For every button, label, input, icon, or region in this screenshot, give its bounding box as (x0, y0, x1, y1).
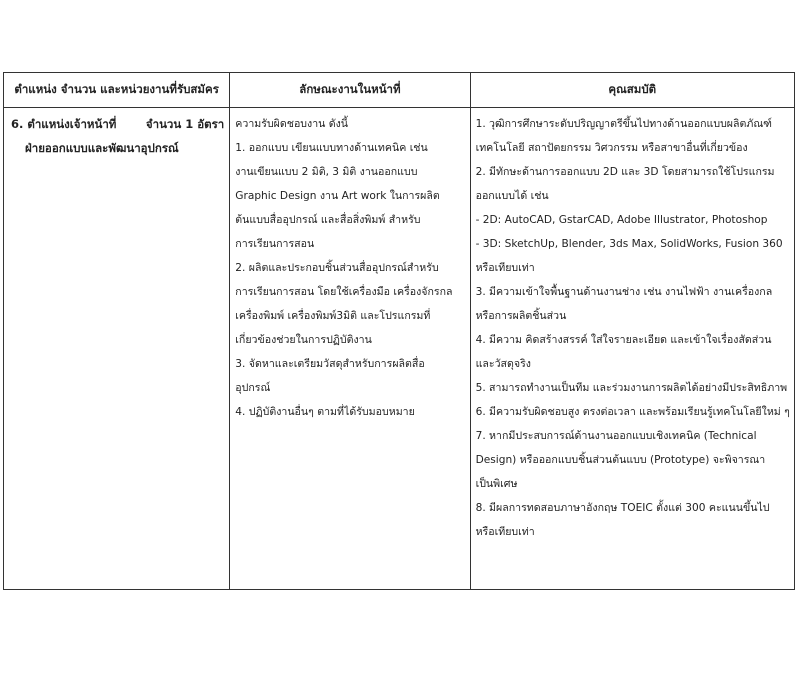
duty-line: 3. จัดหาและเตรียมวัสดุสำหรับการผลิตสื่อ (235, 358, 425, 370)
duty-line: เกี่ยวข้องช่วยในการปฏิบัติงาน (235, 334, 372, 346)
duties-cell (230, 108, 470, 590)
qualifications-list (476, 112, 789, 544)
qualification-line: 1. วุฒิการศึกษาระดับปริญญาตรีขึ้นไปทางด้านออกแบบผลิตภัณฑ์ (475, 118, 772, 130)
qualification-line: 7. หากมีประสบการณ์ด้านงานออกแบบเชิงเทคนิค (Technical (475, 430, 757, 442)
qualification-line: 6. มีความรับผิดชอบสูง ตรงต่อเวลา และพร้อมเรียนรู้เทคโนโลยีใหม่ ๆ (475, 406, 790, 418)
qualification-line: 2. มีทักษะด้านการออกแบบ 2D และ 3D โดยสามารถใช้โปรแกรม (475, 166, 775, 178)
duty-line: การเรียนการสอน โดยใช้เครื่องมือ เครื่องจักรกล (235, 286, 453, 298)
duties-list (235, 112, 464, 424)
duty-line: เครื่องพิมพ์ เครื่องพิมพ์3มิติ และโปรแกรมที่ (235, 310, 431, 322)
qualification-line: 5. สามารถทำงานเป็นทีม และร่วมงานการผลิตได้อย่างมีประสิทธิภาพ (475, 382, 788, 394)
qualification-line: 4. มีความ คิดสร้างสรรค์ ใส่ใจรายละเอียด และเข้าใจเรื่องสัดส่วน (475, 334, 772, 346)
duty-line: 4. ปฏิบัติงานอื่นๆ ตามที่ได้รับมอบหมาย (235, 406, 415, 418)
duty-line: ความรับผิดชอบงาน ดังนี้ (235, 118, 349, 130)
position-department: ฝ่ายออกแบบและพัฒนาอุปกรณ์ (25, 141, 179, 155)
position-cell (4, 108, 230, 590)
qualification-line: หรือเทียบเท่า (475, 526, 535, 538)
duty-line: การเรียนการสอน (235, 238, 315, 250)
qualification-line: หรือการผลิตชิ้นส่วน (475, 310, 567, 322)
position-count: จำนวน 1 อัตรา (145, 117, 225, 131)
duty-line: Graphic Design งาน Art work ในการผลิต (235, 190, 440, 202)
qualification-line: เป็นพิเศษ (475, 478, 518, 490)
header-position: ตำแหน่ง จำนวน และหน่วยงานที่รับสมัคร (4, 73, 230, 108)
header-qualifications: คุณสมบัติ (470, 73, 794, 108)
qualification-line: - 3D: SketchUp, Blender, 3ds Max, SolidWorks, Fusion 360 (475, 238, 783, 250)
qualification-line: และวัสดุจริง (475, 358, 531, 370)
qualifications-cell (470, 108, 794, 590)
duty-line: งานเขียนแบบ 2 มิติ, 3 มิติ งานออกแบบ (235, 166, 418, 178)
table-header-row (4, 73, 795, 108)
qualification-line: 8. มีผลการทดสอบภาษาอังกฤษ TOEIC ตั้งแต่ 300 คะแนนขึ้นไป (475, 502, 770, 514)
qualification-line: เทคโนโลยี สถาปัตยกรรม วิศวกรรม หรือสาขาอื่นที่เกี่ยวข้อง (475, 142, 748, 154)
duty-line: อุปกรณ์ (235, 382, 271, 394)
duty-line: 2. ผลิตและประกอบชิ้นส่วนสื่ออุปกรณ์สำหรับ (235, 262, 439, 274)
qualification-line: 3. มีความเข้าใจพื้นฐานด้านงานช่าง เช่น งานไฟฟ้า งานเครื่องกล (475, 286, 773, 298)
position-title: 6. ตำแหน่งเจ้าหน้าที่ (11, 117, 117, 131)
duty-line: 1. ออกแบบ เขียนแบบทางด้านเทคนิค เช่น (235, 142, 428, 154)
qualification-line: Design) หรือออกแบบชิ้นส่วนต้นแบบ (Prototype) จะพิจารณา (475, 454, 766, 466)
qualification-line: หรือเทียบเท่า (475, 262, 535, 274)
header-duties: ลักษณะงานในหน้าที่ (230, 73, 470, 108)
table-row (4, 108, 795, 590)
qualification-line: ออกแบบได้ เช่น (475, 190, 549, 202)
duty-line: ต้นแบบสื่ออุปกรณ์ และสื่อสิ่งพิมพ์ สำหรับ (235, 214, 421, 226)
job-table (3, 72, 795, 590)
qualification-line: - 2D: AutoCAD, GstarCAD, Adobe Illustrator, Photoshop (475, 214, 768, 226)
